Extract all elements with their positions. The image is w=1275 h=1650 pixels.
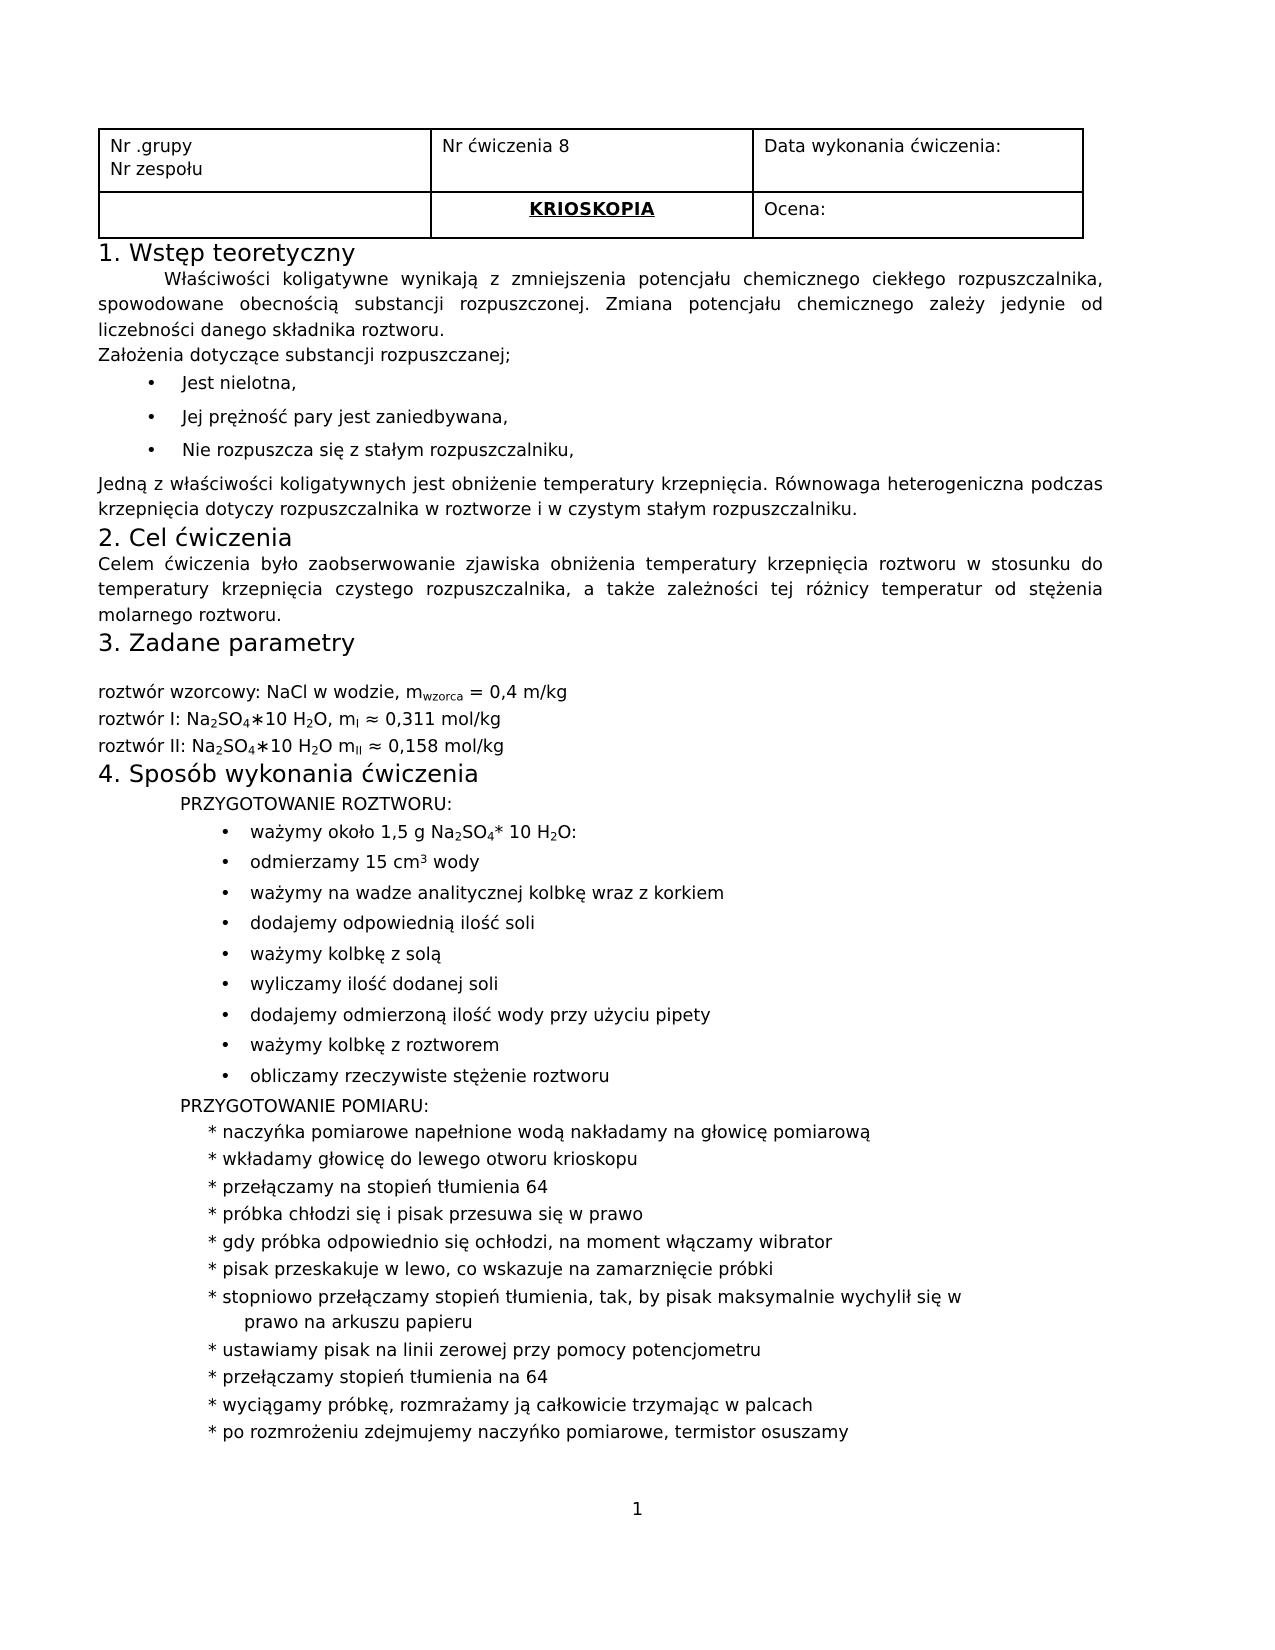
list-item: * ustawiamy pisak na linii zerowej przy pomocy potencjometru bbox=[208, 1340, 762, 1361]
page-number: 1 bbox=[631, 1500, 644, 1520]
item-text: wody bbox=[427, 853, 480, 874]
param-value: = 0,4 m/kg bbox=[463, 683, 568, 704]
param-value: ≈ 0,158 mol/kg bbox=[362, 736, 505, 757]
param-text: SO bbox=[217, 709, 243, 730]
param-text: ∗10 H bbox=[250, 709, 307, 730]
section-1-paragraph-1: Właściwości koligatywne wynikają z zmniejszenia potencjału chemicznego ciekłego rozpuszczalnika, spowodowane obecnością substancji rozpuszczonej. Zmiana potencjału chemicznego zależy jedynie od liczebności danego składnika roztworu. bbox=[98, 269, 1103, 341]
parameter-standard-solution bbox=[98, 680, 1115, 707]
param-text: roztwór wzorcowy: NaCl w wodzie, m bbox=[98, 683, 423, 704]
group-number-label: Nr .grupy bbox=[110, 137, 193, 157]
param-subscript: 2 bbox=[306, 716, 314, 731]
param-subscript: 4 bbox=[242, 716, 251, 731]
group-cell bbox=[99, 129, 431, 192]
list-item: • dodajemy odpowiednią ilość soli bbox=[98, 912, 1115, 938]
subheading-preparation-solution: PRZYGOTOWANIE ROZTWORU: bbox=[180, 795, 453, 816]
item-text: * 10 H bbox=[494, 822, 551, 843]
list-item: * wkładamy głowicę do lewego otworu krioskopu bbox=[208, 1150, 638, 1171]
header-row-1 bbox=[99, 129, 1083, 192]
list-item: • Nie rozpuszcza się z stałym rozpuszczalniku, bbox=[98, 439, 1115, 465]
section-3-heading: 3. Zadane parametry bbox=[98, 629, 356, 658]
subheading-measurement-preparation: PRZYGOTOWANIE POMIARU: bbox=[180, 1097, 430, 1118]
item-subscript: 2 bbox=[454, 829, 463, 844]
list-item bbox=[98, 821, 1115, 847]
list-item: • Jej prężność pary jest zaniedbywana, bbox=[98, 406, 1115, 432]
section-4-heading: 4. Sposób wykonania ćwiczenia bbox=[98, 760, 479, 789]
list-item: • ważymy na wadze analitycznej kolbkę wraz z korkiem bbox=[98, 882, 1115, 908]
list-item: • Jest nielotna, bbox=[98, 372, 1115, 398]
header-row-2 bbox=[99, 192, 1083, 238]
param-subscript: wzorca bbox=[422, 689, 464, 704]
grade-cell: Ocena: bbox=[753, 192, 1083, 238]
list-item: * przełączamy na stopień tłumienia 64 bbox=[208, 1177, 549, 1198]
experiment-title: KRIOSKOPIA bbox=[529, 199, 655, 220]
item-text: odmierzamy 15 cm bbox=[250, 853, 420, 874]
list-item: * wyciągamy próbkę, rozmrażamy ją całkowicie trzymając w palcach bbox=[208, 1395, 813, 1416]
report-header-table bbox=[98, 128, 1084, 239]
experiment-title-cell bbox=[431, 192, 753, 238]
section-1-heading: 1. Wstęp teoretyczny bbox=[98, 238, 356, 267]
param-subscript: 2 bbox=[210, 716, 218, 731]
parameter-solution-2 bbox=[98, 734, 1115, 761]
item-continuation: prawo na arkuszu papieru bbox=[244, 1313, 473, 1334]
param-subscript: I bbox=[355, 716, 360, 731]
param-value: ≈ 0,311 mol/kg bbox=[359, 709, 502, 730]
param-text: ∗10 H bbox=[255, 736, 312, 757]
param-subscript: II bbox=[355, 743, 363, 758]
exercise-number-cell: Nr ćwiczenia 8 bbox=[431, 129, 753, 192]
list-item: • ważymy kolbkę z roztworem bbox=[98, 1034, 1115, 1060]
section-4-body bbox=[98, 793, 1115, 1447]
item-subscript: 2 bbox=[550, 829, 558, 844]
assumptions-intro: Założenia dotyczące substancji rozpuszczanej; bbox=[98, 346, 511, 367]
list-item bbox=[98, 851, 1115, 877]
list-item: • ważymy kolbkę z solą bbox=[98, 943, 1115, 969]
list-item: * próbka chłodzi się i pisak przesuwa się w prawo bbox=[208, 1205, 644, 1226]
item-text: O: bbox=[557, 822, 577, 843]
list-item: * przełączamy stopień tłumienia na 64 bbox=[208, 1368, 549, 1389]
solution-preparation-list bbox=[98, 821, 1115, 1091]
section-2-paragraph: Celem ćwiczenia było zaobserwowanie zjawiska obniżenia temperatury krzepnięcia roztworu w stosunku do temperatury krzepnięcia czystego rozpuszczalnika, a także zależności tej różnicy temperatur od stężenia molarnego roztworu. bbox=[98, 554, 1103, 626]
param-text: O m bbox=[318, 736, 356, 757]
list-item: * po rozmrożeniu zdejmujemy naczyńko pomiarowe, termistor osuszamy bbox=[208, 1423, 849, 1444]
list-item bbox=[98, 1286, 1115, 1337]
list-item: * pisak przeskakuje w lewo, co wskazuje na zamarznięcie próbki bbox=[208, 1260, 774, 1281]
param-text: SO bbox=[222, 736, 248, 757]
list-item: * gdy próbka odpowiednio się ochłodzi, na moment włączamy wibrator bbox=[208, 1232, 833, 1253]
list-item: • obliczamy rzeczywiste stężenie roztworu bbox=[98, 1065, 1115, 1091]
parameters-block bbox=[98, 680, 1115, 760]
measurement-steps-list bbox=[98, 1121, 1115, 1447]
team-number-label: Nr zespołu bbox=[110, 160, 203, 181]
list-item: • wyliczamy ilość dodanej soli bbox=[98, 973, 1115, 999]
section-1-paragraph-2: Jedną z właściwości koligatywnych jest obniżenie temperatury krzepnięcia. Równowaga heterogeniczna podczas krzepnięcia dotyczy rozpuszczalnika w roztworze i w czystym stałym rozpuszczalniku. bbox=[98, 474, 1103, 521]
param-subscript: 4 bbox=[248, 743, 256, 758]
list-item: * naczyńka pomiarowe napełnione wodą nakładamy na głowicę pomiarową bbox=[208, 1122, 871, 1143]
parameter-solution-1 bbox=[98, 707, 1115, 734]
list-item: • dodajemy odmierzoną ilość wody przy użyciu pipety bbox=[98, 1004, 1115, 1030]
date-cell: Data wykonania ćwiczenia: bbox=[753, 129, 1083, 192]
param-text: roztwór I: Na bbox=[98, 709, 211, 730]
assumptions-list bbox=[98, 372, 1115, 465]
item-subscript: 4 bbox=[487, 829, 495, 844]
section-2-heading: 2. Cel ćwiczenia bbox=[98, 523, 293, 552]
item-text: * stopniowo przełączamy stopień tłumienia, tak, by pisak maksymalnie wychylił się w bbox=[208, 1287, 962, 1308]
param-subscript: 2 bbox=[215, 743, 223, 758]
item-text: SO bbox=[462, 822, 488, 843]
empty-cell bbox=[99, 192, 431, 238]
item-superscript: 3 bbox=[419, 852, 428, 867]
param-subscript: 2 bbox=[311, 743, 319, 758]
param-text: O, m bbox=[313, 709, 356, 730]
param-text: roztwór II: Na bbox=[98, 736, 216, 757]
item-text: ważymy około 1,5 g Na bbox=[250, 822, 455, 843]
